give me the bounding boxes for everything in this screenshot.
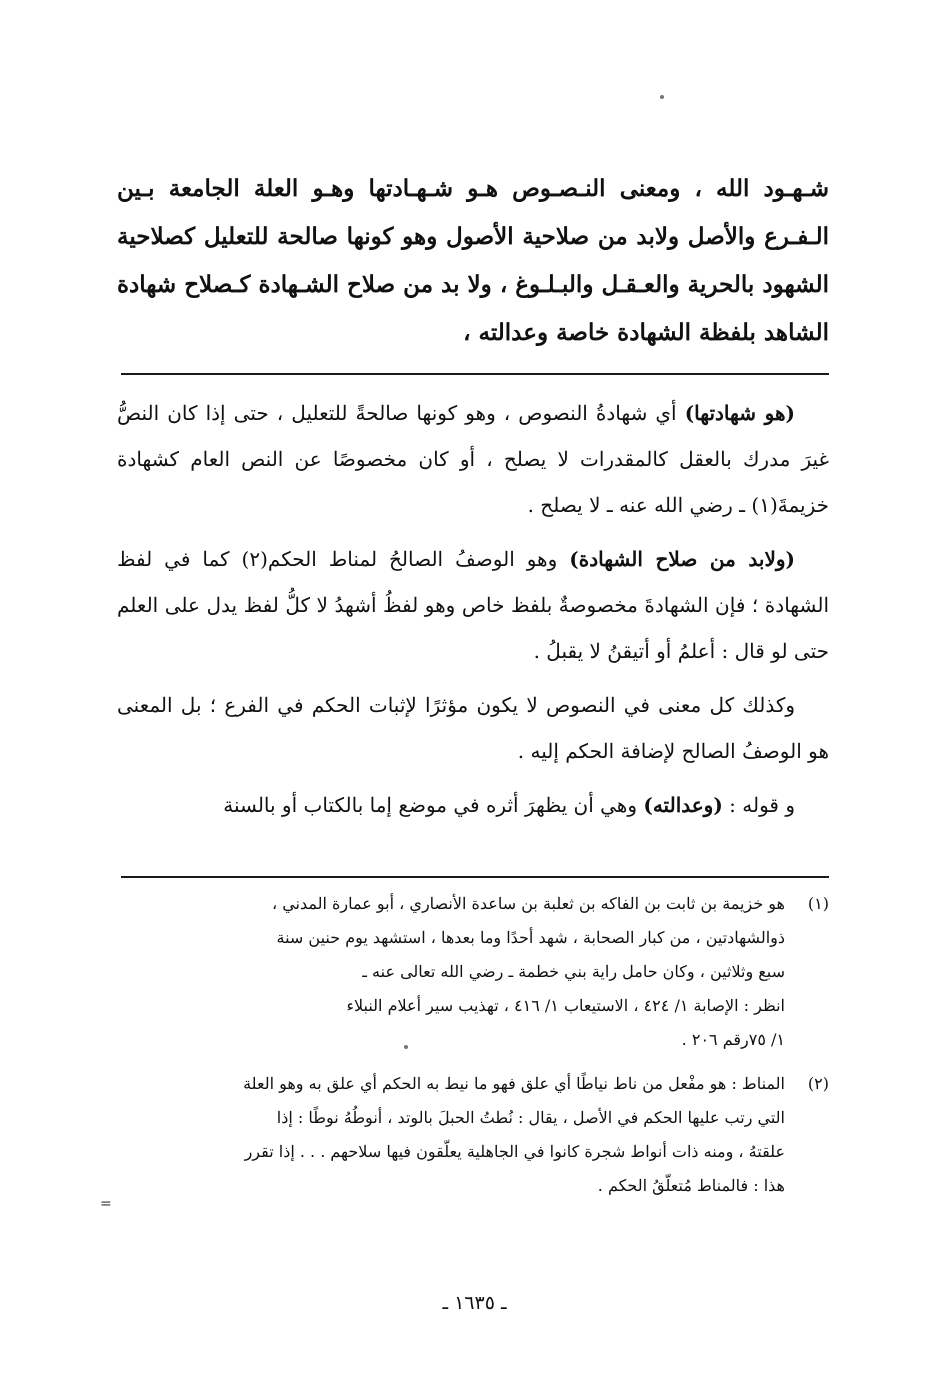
commentary-text-3: وكذلك كل معنى في النصوص لا يكون مؤثرًا لإثبات الحكم في الفرع ؛ بل المعنى هو الوصفُ الصالح لإضافة الحكم إليه . [117, 693, 829, 763]
margin-mark: = [100, 1196, 112, 1212]
scan-speck [660, 95, 664, 99]
footnote-line: ذوالشهادتين ، من كبار الصحابة ، شهد أحدًا وما بعدها ، استشهد يوم حنين سنة [276, 928, 785, 947]
commentary-keyword-2: (ولابد من صلاح الشهادة) [569, 547, 795, 571]
footnote-line: المناط : هو مفْعل من ناط نياطًا أي علق فهو ما نيط به الحكم أي علق به وهو العلة [243, 1074, 785, 1093]
page-number: ـ ١٦٣٥ ـ [442, 1292, 507, 1314]
commentary [117, 390, 829, 836]
main-text-body: شـهـود الله ، ومعنى النـصـوص هـو شـهـادتها وهـو العلة الجامعة بـين الـفـرع والأصل ولابد من صلاحية الأصول وهو كونها صالحة للتعليل كصلاحية الشهود بالحرية والعـقـل والبـلـوغ ، ولا بد من صلاح الشـهادة كـصلاح شهادة الشاهد بلفظة الشهادة خاصة وعدالته ، [117, 175, 829, 346]
footnote-number: (٢) [807, 1074, 829, 1093]
footnote-divider [121, 876, 829, 878]
footnote-line: ١/ ٧٥رقم ٢٠٦ . [681, 1030, 785, 1049]
commentary-paragraph-2 [117, 536, 829, 674]
commentary-text-1: أي شهادةُ النصوص ، وهو كونها صالحةً للتعليل ، حتى إذا كان النصُّ غيرَ مدرك بالعقل كالمقدرات لا يصلح ، أو كان مخصوصًا عن النص العام كشهادة خزيمةَ(١) ـ رضي الله عنه ـ لا يصلح . [117, 401, 829, 517]
commentary-keyword-4: (وعدالته) [643, 793, 723, 817]
footnote-1 [117, 887, 829, 1057]
commentary-paragraph-3 [117, 682, 829, 774]
footnote-spacer [117, 1057, 829, 1067]
footnote-2 [117, 1067, 829, 1203]
commentary-text-4: وهي أن يظهرَ أثره في موضع إما بالكتاب أو بالسنة [223, 793, 638, 817]
footnote-line: علقتهُ ، ومنه ذات أنواط شجرة كانوا في الجاهلية يعلّقون فيها سلاحهم . . . إذا تقرر [244, 1142, 785, 1161]
footnote-number: (١) [807, 894, 829, 913]
footnote-line: التي رتب عليها الحكم في الأصل ، يقال : نُطتُ الحبلَ بالوتد ، أنوطُهُ نوطًا : إذا [276, 1108, 785, 1127]
commentary-prefix-4: و قوله : [729, 793, 795, 817]
footnote-line: سبع وثلاثين ، وكان حامل راية بني خطمة ـ رضي الله تعالى عنه ـ [362, 962, 785, 981]
commentary-paragraph-1 [117, 390, 829, 528]
main-text-divider [121, 373, 829, 375]
footnote-line: هذا : فالمناط مُتعلّقُ الحكم . [597, 1176, 785, 1195]
commentary-keyword-1: (هو شهادتها) [684, 401, 796, 425]
scan-speck [404, 1045, 408, 1049]
main-text [117, 165, 829, 357]
footnotes [117, 887, 829, 1203]
commentary-text-2: وهو الوصفُ الصالحُ لمناط الحكم(٢) كما في لفظ الشهادة ؛ فإن الشهادةَ مخصوصةٌ بلفظ خاص وهو لفظُ أشهدُ لا كلُّ لفظ يدل على العلم حتى لو قال : أعلمُ أو أتيقنُ لا يقبلُ . [117, 547, 830, 663]
footnote-line: هو خزيمة بن ثابت بن الفاكه بن ثعلبة بن ساعدة الأنصاري ، أبو عمارة المدني ، [271, 894, 785, 913]
commentary-paragraph-4 [117, 782, 829, 828]
footnote-line: انظر : الإصابة ١/ ٤٢٤ ، الاستيعاب ١/ ٤١٦ ، تهذيب سير أعلام النبلاء [346, 996, 785, 1015]
